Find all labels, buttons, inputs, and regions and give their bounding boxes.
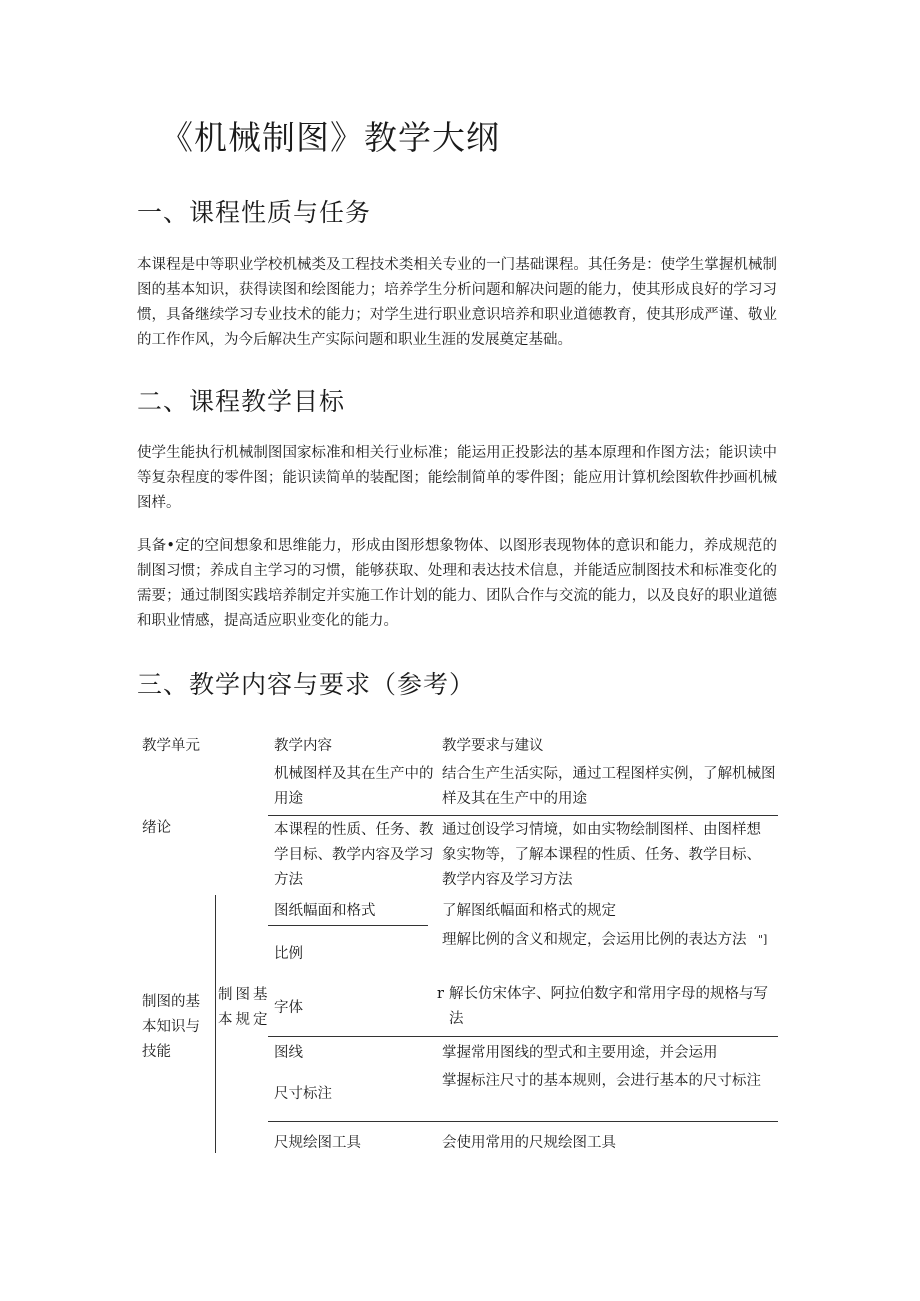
section-2-paragraph-2: 具备•定的空间想象和思维能力，形成由图形想象物体、以图形表现物体的意识和能力，养成规范的制图习惯；养成自主学习的习惯，能够获取、处理和表达技术信息，并能适应制图技术和标准变化的需要；通过制图实践培养制定并实施工作计划的能力、团队合作与交流的能力，以及良好的职业道德和职业情感，提高适应职业变化的能力。 bbox=[137, 538, 777, 629]
table-column-divider bbox=[215, 895, 216, 1153]
table-unit-drawing-basics: 制图的基本知识与技能 bbox=[142, 994, 200, 1060]
table-row-divider bbox=[268, 925, 428, 926]
table-content-cell: 字体 bbox=[274, 1000, 303, 1016]
table-header-requirement: 教学要求与建议 bbox=[442, 738, 544, 754]
table-content-cell: 尺规绘图工具 bbox=[274, 1135, 361, 1151]
section-1-paragraph: 本课程是中等职业学校机械类及工程技术类相关专业的一门基础课程。其任务是：使学生掌握机械制图的基本知识，获得读图和绘图能力；培养学生分析问题和解决问题的能力，使其形成良好的学习习惯，具备继续学习专业技术的能力；对学生进行职业意识培养和职业道德教育，使其形成严谨、敬业的工作作风，为今后解决生产实际问题和职业生涯的发展奠定基础。 bbox=[137, 257, 777, 348]
table-row-divider bbox=[268, 1121, 778, 1122]
section-heading-2: 二、课程教学目标 bbox=[137, 387, 346, 416]
table-requirement-cell: 了解图纸幅面和格式的规定 bbox=[442, 903, 616, 919]
table-stray-mark: "] bbox=[758, 933, 768, 946]
section-heading-3: 三、教学内容与要求（参考） bbox=[137, 670, 476, 699]
table-requirement-cell: 掌握标注尺寸的基本规则，会进行基本的尺寸标注 bbox=[442, 1073, 761, 1089]
table-row-divider bbox=[268, 1036, 778, 1037]
table-requirement-cell: 掌握常用图线的型式和主要用途，并会运用 bbox=[442, 1045, 718, 1061]
table-requirement-cell: 会使用常用的尺规绘图工具 bbox=[442, 1135, 616, 1151]
table-row-divider bbox=[268, 815, 778, 816]
table-content-cell: 比例 bbox=[274, 946, 303, 962]
table-stray-mark: r bbox=[437, 986, 444, 1002]
table-requirement-cell: 理解比例的含义和规定，会运用比例的表达方法 bbox=[442, 932, 747, 948]
table-content-cell: 图线 bbox=[274, 1045, 303, 1061]
table-requirement-cell: 解长仿宋体字、阿拉伯数字和常用字母的规格与写法 bbox=[449, 986, 768, 1027]
table-content-cell: 尺寸标注 bbox=[274, 1086, 332, 1102]
table-unit-intro: 绪论 bbox=[142, 820, 171, 836]
table-content-cell: 机械图样及其在生产中的用途 bbox=[274, 766, 434, 807]
table-header-content: 教学内容 bbox=[274, 738, 332, 754]
page-title: 《机械制图》教学大纲 bbox=[160, 118, 500, 157]
section-heading-1: 一、课程性质与任务 bbox=[137, 198, 372, 227]
section-2-paragraph-1: 使学生能执行机械制图国家标准和相关行业标准；能运用正投影法的基本原理和作图方法；能识读中等复杂程度的零件图；能识读简单的装配图；能绘制简单的零件图；能应用计算机绘图软件抄画机械图样。 bbox=[137, 445, 777, 511]
table-subunit-drawing-rules: 制图基本规定 bbox=[218, 987, 271, 1028]
table-requirement-cell: 通过创设学习情境，如由实物绘制图样、由图样想象实物等，了解本课程的性质、任务、教学目标、教学内容及学习方法 bbox=[442, 822, 761, 888]
table-content-cell: 本课程的性质、任务、教学目标、教学内容及学习方法 bbox=[274, 822, 434, 888]
table-header-unit: 教学单元 bbox=[142, 738, 200, 754]
table-content-cell: 图纸幅面和格式 bbox=[274, 903, 376, 919]
table-requirement-cell: 结合生产生活实际，通过工程图样实例，了解机械图样及其在生产中的用途 bbox=[442, 766, 776, 807]
